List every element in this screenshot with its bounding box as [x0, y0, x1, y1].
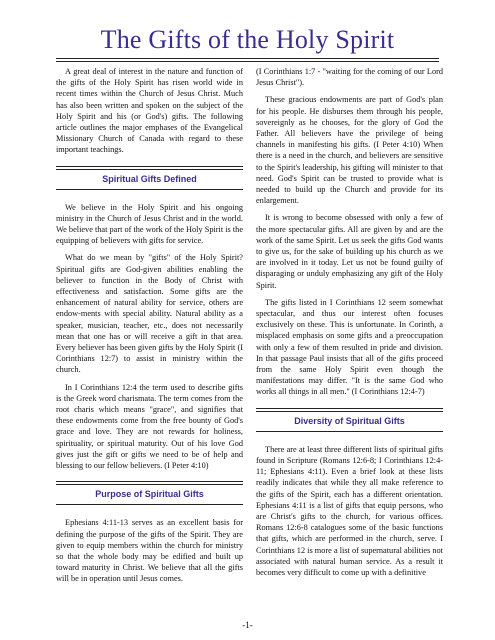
intro-paragraph: A great deal of interest in the nature and function of the gifts of the Holy Spirit has risen world wide in recent times within the Church of Jesus Christ. Much has also been written and spoken on the subject of the Holy Spirit and his (or God's) gifts. The following article outlines the major emphases of the Evangelical Missionary Church of Canada with regard to these important teachings. — [56, 67, 243, 155]
paragraph: (I Corinthians 1:7 - "waiting for the coming of our Lord Jesus Christ"). — [256, 67, 443, 88]
heading-text: Purpose of Spiritual Gifts — [95, 489, 204, 500]
paragraph: We believe in the Holy Spirit and his ongoing ministry in the Church of Jesus Christ and in the world. We believe that part of the work of the Holy Spirit is the equipping of believers with gifts for service. — [56, 202, 243, 246]
heading-text: Spiritual Gifts Defined — [102, 173, 197, 184]
title-rule-top — [56, 58, 439, 59]
paragraph: Ephesians 4:11-13 serves as an excellent basis for defining the purpose of the gifts of the Spirit. They are given to equip members within the church for ministry so that the whole body may be edified and built up toward maturity in Christ. We believe that all the gifts will be in operation until Jesus comes. — [56, 518, 243, 584]
paragraph: What do we mean by "gifts" of the Holy Spirit? Spiritual gifts are God-given abilities enabling the believer to function in the Body of Christ with effectiveness and satisfaction. Some gifts are the enhancement of natural ability for service, others are endow-ments with special ability. Natural ability as a speaker, musician, teacher, etc., does not necessarily mean that one has or will receive a gift in that area. Every believer has been given gifts by the Holy Spirit (I Corinthians 12:7) to assist in ministry within the church. — [56, 253, 243, 375]
heading-text: Diversity of Spiritual Gifts — [294, 415, 405, 426]
page-title: The Gifts of the Holy Spirit — [100, 25, 395, 54]
title-rule-bottom — [56, 61, 439, 62]
section-heading-diversity — [256, 408, 443, 432]
section-heading-purpose — [56, 481, 243, 505]
paragraph: The gifts listed in I Corinthians 12 seem somewhat spectacular, and thus our interest often focuses exclusively on these. This is unfortunate. In Corinth, a misplaced emphasis on some gifts and a preoccupation with only a few of them resulted in pride and division. In that passage Paul insists that all of the gifts proceed from the same Holy Spirit even though the manifestations may differ. "It is the same God who works all things in all men." (I Corinthians 12:4-7) — [256, 297, 443, 397]
paragraph: These gracious endowments are part of God's plan for his people. He disburses them through his people, sovereignly as he chooses, for the glory of God the Father. All believers have the privilege of being channels in manifesting his gifts. (I Peter 4:10) When there is a need in the church, and believers are sensitive to the Spirit's leadership, his gifting will minister to that need. God's Spirit can be trusted to provide what is needed to build up the Church and provide for its enlargement. — [256, 95, 443, 206]
right-column — [256, 66, 443, 584]
paragraph: In I Corinthians 12:4 the term used to describe gifts is the Greek word charismata. The term comes from the root charis which means "grace", and signifies that these endowments come from the free bounty of God's grace and love. They are not rewards for holiness, spirituality, or spiritual maturity. Out of his love God gives just the gift or gifts we need to be of help and blessing to our fellow believers. (I Peter 4:10) — [56, 382, 243, 471]
paragraph: It is wrong to become obsessed with only a few of the more spectacular gifts. All are given by and are the work of the same Spirit. Let us seek the gifts God wants to give us, for the sake of building up his church as we are involved in it today. Let us not be found guilty of disparaging or unduly emphasizing any gift of the Holy Spirit. — [256, 213, 443, 290]
left-column — [56, 66, 243, 591]
page-number: -1- — [242, 620, 253, 630]
paragraph: There are at least three different lists of spiritual gifts found in Scripture (Romans 12:6-8; I Corinthians 12:4-11; Ephesians 4:11). Even a brief look at these lists readily indicates that while they all make reference to the gifts of the Spirit, each has a different orientation. Ephesians 4:11 is a list of gifts that equip persons, who are Christ's gifts to the church, for various offices. Romans 12:6-8 catalogues some of the basic functions that gifts, which are performed in the church, serve. I Corinthians 12 is more a list of supernatural abilities not associated with natural human service. As a result it becomes very difficult to come up with a definitive — [256, 444, 443, 577]
section-heading-defined — [56, 166, 243, 190]
